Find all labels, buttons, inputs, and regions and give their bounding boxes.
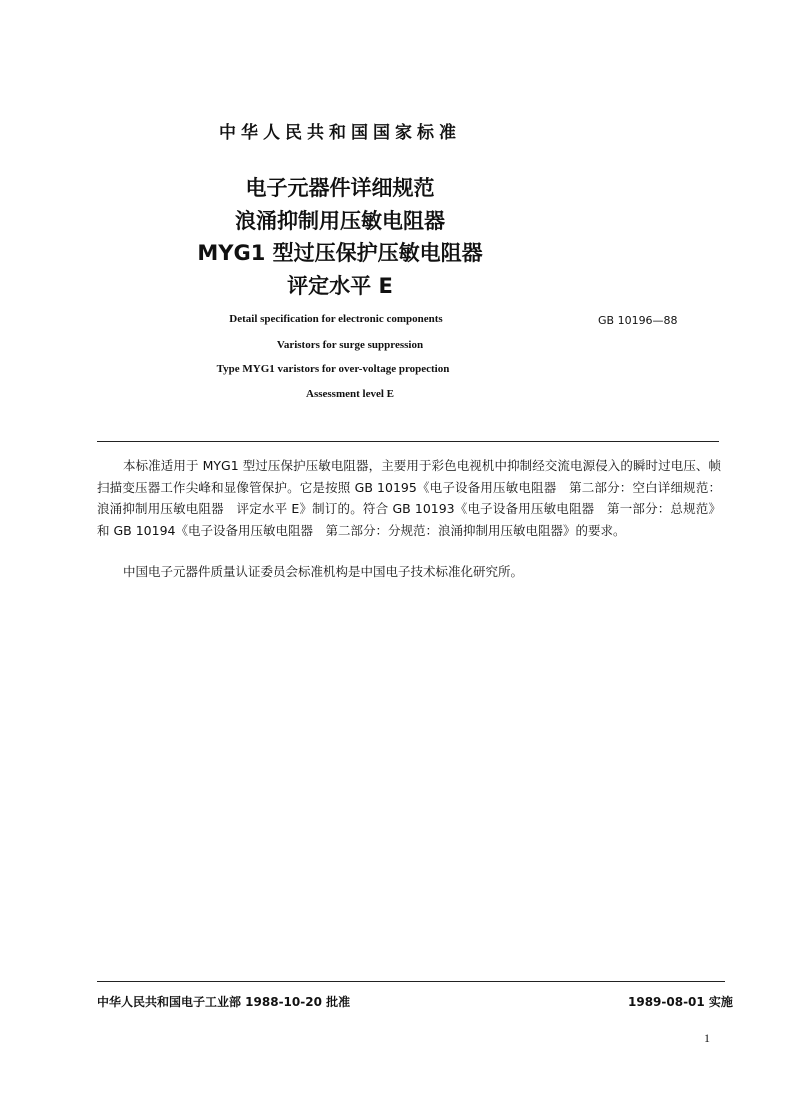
scope-paragraph: 本标准适用于 MYG1 型过压保护压敏电阻器，主要用于彩色电视机中抑制经交流电源侵入的瞬时过电压、帧扫描变压器工作尖峰和显像管保护。它是按照 GB 10195《电子设备用压敏电阻器 第二部分：空白详细规范：浪涌抑制用压敏电阻器 评定水平 E》制订的。符合 GB 10193《电子设备用压敏电阻器 第一部分：总规范》和 GB 10194《电子设备用压敏电阻器 第二部分：分规范：浪涌抑制用压敏电阻器》的要求。	[97, 458, 721, 538]
document-title-line-1: 电子元器件详细规范	[245, 176, 435, 200]
header-divider	[97, 441, 719, 442]
authority-paragraph: 中国电子元器件质量认证委员会标准机构是中国电子技术标准化研究所。	[123, 564, 524, 579]
english-title-line-4: Assessment level E	[306, 388, 394, 400]
standard-number: GB 10196—88	[598, 314, 678, 327]
implementation-date: 1989-08-01 实施	[628, 995, 733, 1009]
document-title-line-2: 浪涌抑制用压敏电阻器	[235, 209, 445, 233]
national-standard-heading: 中华人民共和国国家标准	[219, 123, 461, 143]
footer-divider	[97, 981, 725, 982]
document-title-line-3: MYG1 型过压保护压敏电阻器	[197, 241, 483, 265]
approval-statement: 中华人民共和国电子工业部 1988-10-20 批准	[97, 995, 351, 1009]
page-number: 1	[704, 1031, 710, 1045]
english-title-line-1: Detail specification for electronic components	[229, 313, 443, 325]
english-title-line-3: Type MYG1 varistors for over-voltage propection	[216, 363, 450, 375]
document-title-line-4: 评定水平 E	[287, 274, 393, 298]
english-title-line-2: Varistors for surge suppression	[276, 339, 424, 351]
